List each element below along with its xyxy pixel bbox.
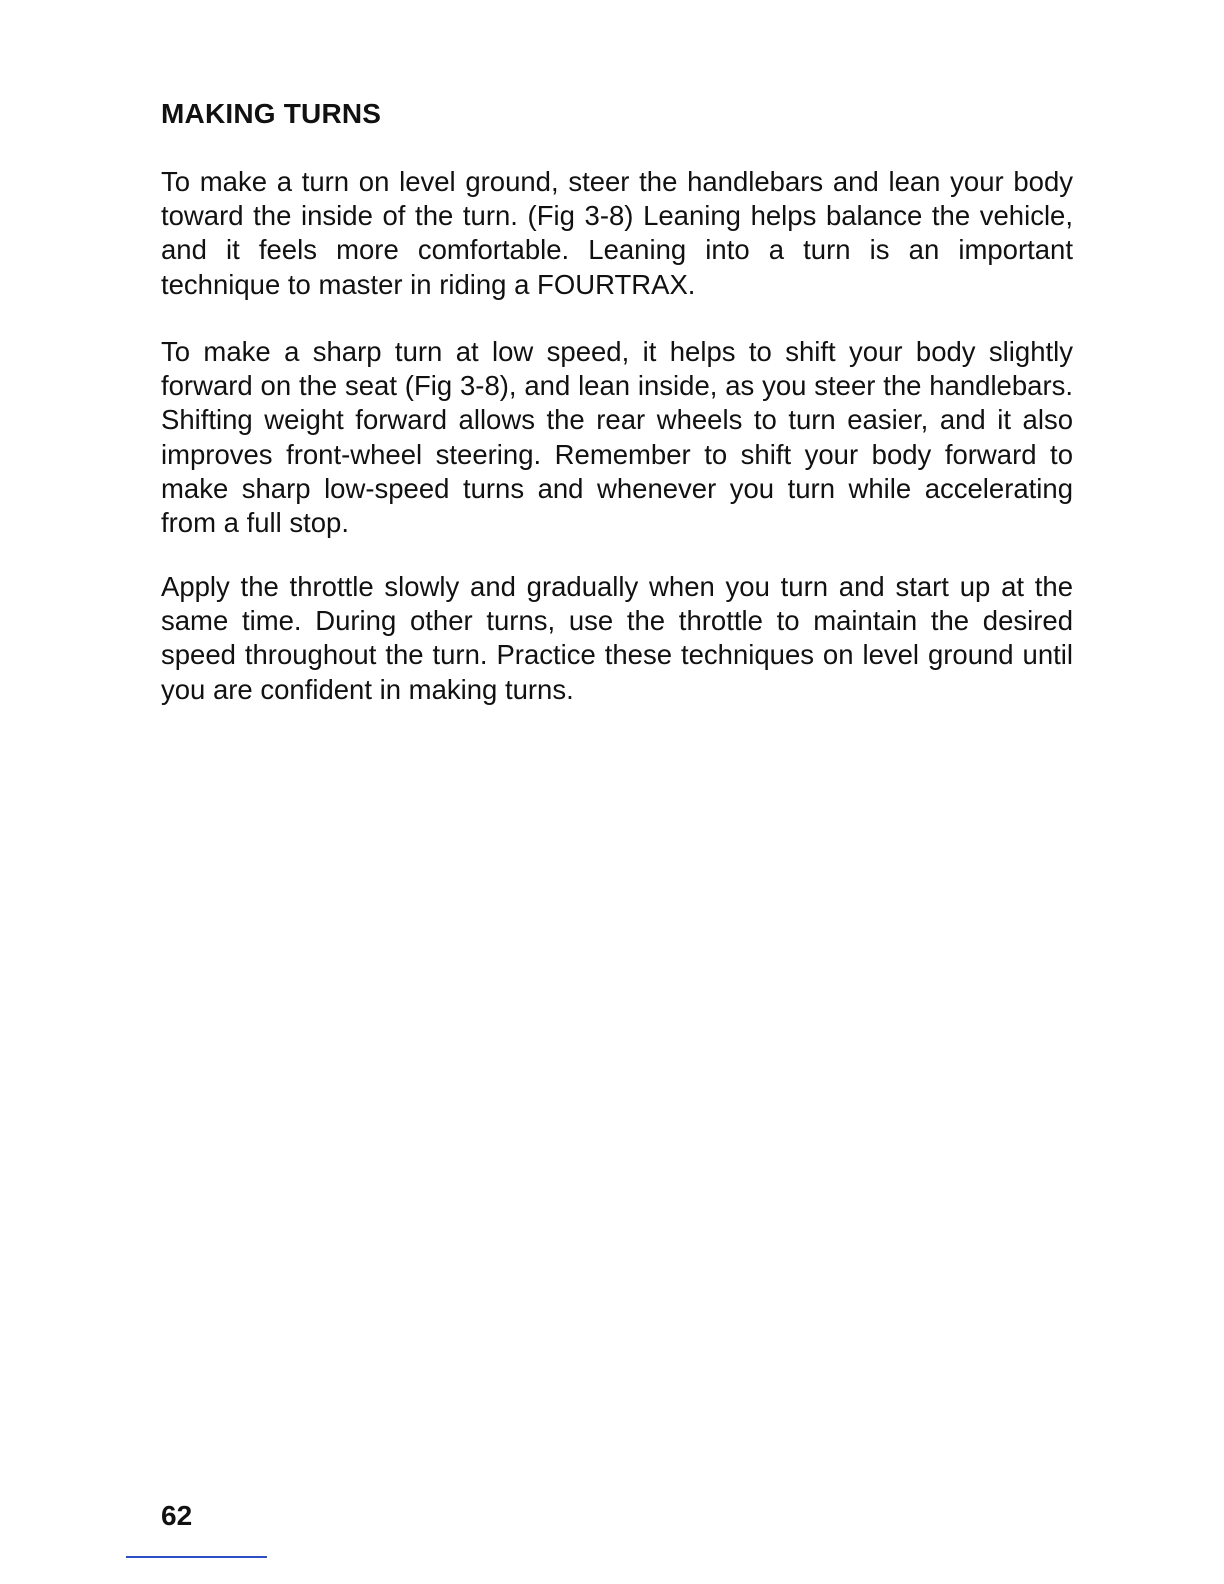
paragraph-sharp-low-speed-turns: To make a sharp turn at low speed, it helps to shift your body slightly forward on the seat (Fig 3-8), and lean inside, as you steer the handlebars. Shifting weight forward allows the rear wheels to turn easier, and it also improves front-wheel steering. Remember to shift your body forward to make sharp low-speed turns and whenever you turn while accelerating from a full stop. [161,336,1073,539]
section-heading: MAKING TURNS [161,98,382,129]
paragraph-level-ground-turns: To make a turn on level ground, steer the handlebars and lean your body toward the inside of the turn. (Fig 3-8) Leaning helps balance the vehicle, and it feels more comfortable. Leaning into a turn is an important technique to master in riding a FOURTRAX. [161,166,1073,300]
paragraph-throttle-use: Apply the throttle slowly and gradually when you turn and start up at the same time. During other turns, use the throttle to maintain the desired speed throughout the turn. Practice these techniques on level ground until you are confident in making turns. [161,571,1073,705]
footer-rule [126,1556,267,1558]
page-number: 62 [161,1500,193,1531]
